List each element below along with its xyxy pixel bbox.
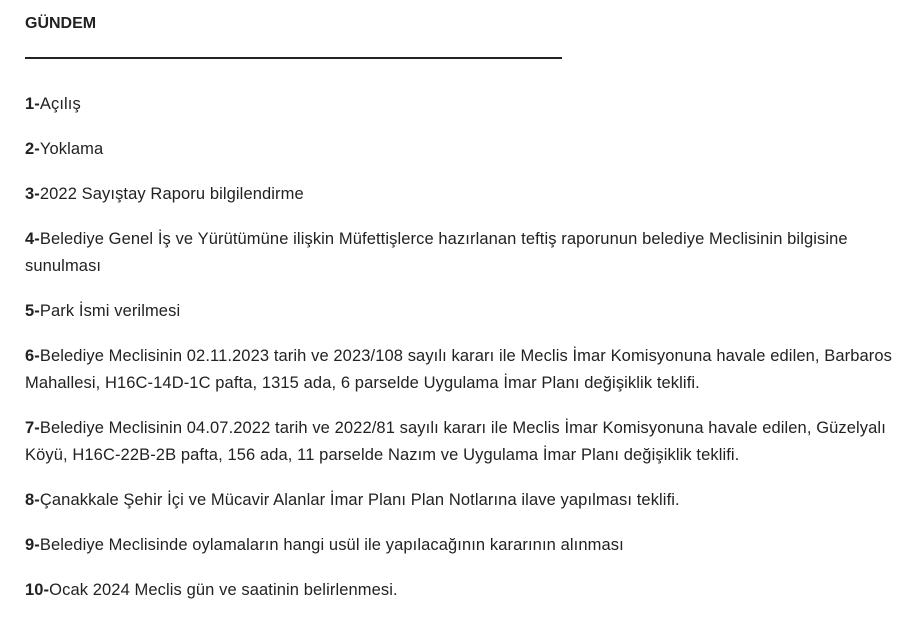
- item-number: 10-: [25, 581, 50, 599]
- agenda-item-3: [25, 181, 895, 208]
- agenda-item-8: [25, 487, 895, 514]
- agenda-item-1: [25, 91, 895, 118]
- agenda-item-10: [25, 577, 895, 604]
- item-text: Park İsmi verilmesi: [39, 302, 181, 320]
- item-text: Ocak 2024 Meclis gün ve saatinin belirlenmesi.: [49, 581, 398, 599]
- item-number: 8-: [25, 491, 40, 509]
- item-text: Belediye Genel İş ve Yürütümüne ilişkin Müfettişlerce hazırlanan teftiş raporunun belediye Meclisinin bilgisine sunulması: [25, 230, 848, 275]
- item-text: Çanakkale Şehir İçi ve Mücavir Alanlar İmar Planı Plan Notlarına ilave yapılması teklifi.: [39, 491, 680, 509]
- item-number: 2-: [25, 140, 40, 158]
- agenda-item-2: [25, 136, 895, 163]
- item-number: 7-: [25, 419, 40, 437]
- item-text: Belediye Meclisinin 02.11.2023 tarih ve 2023/108 sayılı kararı ile Meclis İmar Komisyonuna havale edilen, Barbaros Mahallesi, H16C-14D-1C pafta, 1315 ada, 6 parselde Uygulama İmar Planı değişiklik teklifi.: [25, 347, 893, 392]
- item-text: Belediye Meclisinde oylamaların hangi usül ile yapılacağının kararının alınması: [39, 536, 624, 554]
- item-number: 4-: [25, 230, 40, 248]
- item-text: Belediye Meclisinin 04.07.2022 tarih ve 2022/81 sayılı kararı ile Meclis İmar Komisyonuna havale edilen, Güzelyalı Köyü, H16C-22B-2B pafta, 156 ada, 11 parselde Nazım ve Uygulama İmar Planı değişiklik teklifi.: [25, 419, 886, 464]
- item-number: 1-: [25, 95, 40, 113]
- item-text: Yoklama: [39, 140, 104, 158]
- title-divider: [25, 57, 562, 59]
- agenda-document: [25, 12, 895, 622]
- item-number: 6-: [25, 347, 40, 365]
- agenda-list: [25, 91, 895, 604]
- item-text: Açılış: [39, 95, 81, 113]
- item-number: 3-: [25, 185, 40, 203]
- agenda-item-7: [25, 415, 895, 469]
- agenda-item-6: [25, 343, 895, 397]
- agenda-title: GÜNDEM: [25, 15, 97, 32]
- agenda-item-5: [25, 298, 895, 325]
- item-number: 9-: [25, 536, 40, 554]
- agenda-item-4: [25, 226, 895, 280]
- item-number: 5-: [25, 302, 40, 320]
- agenda-item-9: [25, 532, 895, 559]
- item-text: 2022 Sayıştay Raporu bilgilendirme: [39, 185, 304, 203]
